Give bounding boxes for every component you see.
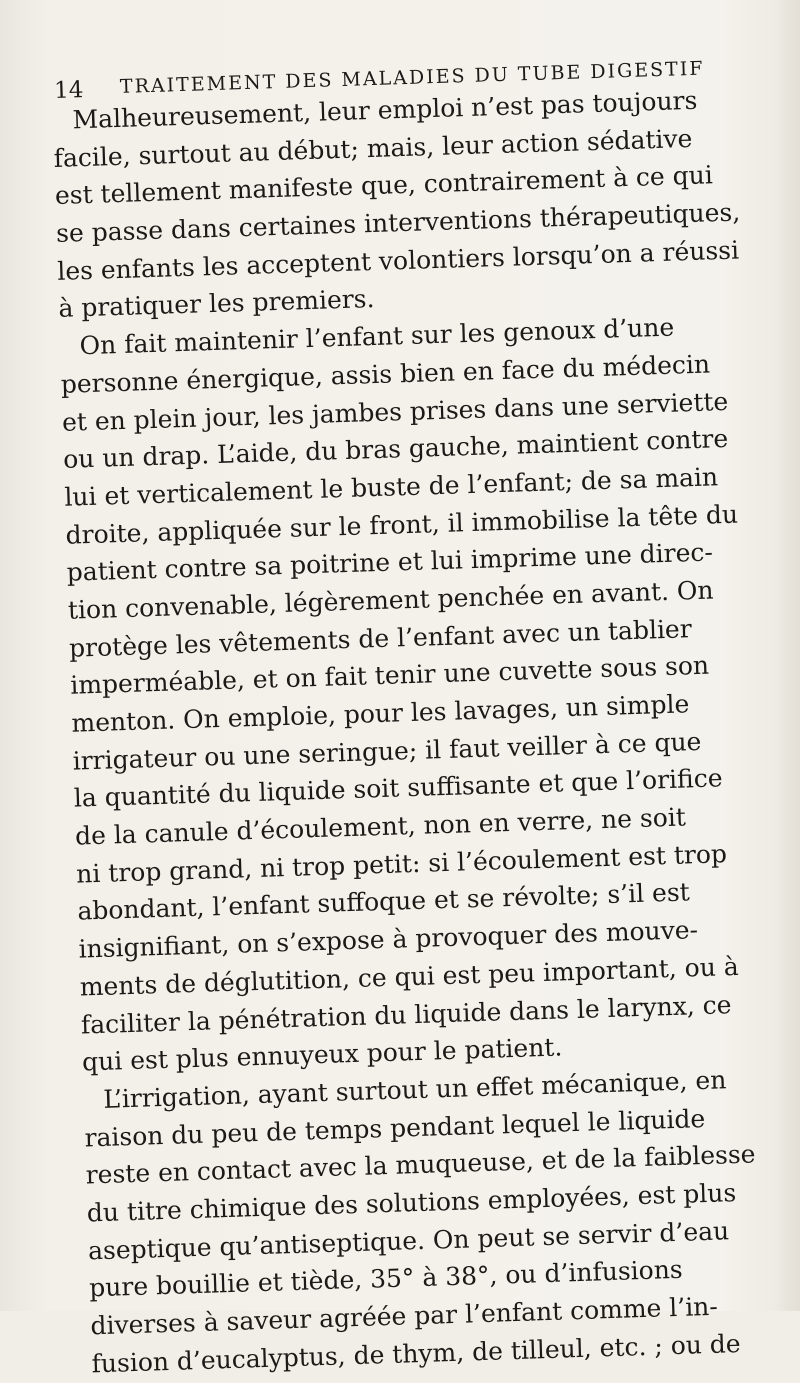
text-line: fusion d’eucalyptus, de thym, de tilleul, etc. ; ou de — [91, 1328, 742, 1379]
text-line: imperméable, et on fait tenir une cuvette sous son — [69, 650, 710, 701]
text-line: pure bouillie et tiède, 35° à 38°, ou d’infusions — [88, 1255, 684, 1303]
text-line: lui et verticalement le buste de l’enfant; de sa main — [63, 462, 719, 512]
text-line: aseptique qu’antiseptique. On peut se servir d’eau — [87, 1215, 730, 1266]
text-line: irrigateur ou une seringue; il faut veiller à ce que — [72, 726, 702, 776]
text-line: reste en contact avec la muqueuse, et de la faiblesse — [85, 1139, 756, 1190]
text-line: est tellement manifeste que, contrairement à ce qui — [54, 160, 714, 211]
text-line: raison du peu de temps pendant lequel le liquide — [84, 1103, 706, 1153]
page-edge-shadow — [776, 0, 800, 1311]
text-line: faciliter la pénétration du liquide dans le larynx, ce — [80, 989, 732, 1040]
text-line: les enfants les acceptent volontiers lorsqu’on a réussi — [56, 235, 740, 286]
text-line: qui est plus ennuyeux pour le patient. — [81, 1032, 563, 1077]
text-line: ni trop grand, ni trop petit: si l’écoulement est trop — [75, 838, 728, 889]
text-line: du titre chimique des solutions employées, est plus — [86, 1177, 737, 1228]
text-line: la quantité du liquide soit suffisante et que l’orifice — [73, 763, 723, 814]
text-line: droite, appliquée sur le front, il immobilise la tête du — [65, 499, 739, 550]
text-line: L’irrigation, ayant surtout un effet mécanique, en — [102, 1065, 727, 1114]
text-line: Malheureusement, leur emploi n’est pas toujours — [72, 85, 698, 135]
text-line: abondant, l’enfant suffoque et se révolte; s’il est — [76, 877, 691, 927]
text-line: protège les vêtements de l’enfant avec un tablier — [68, 613, 693, 663]
running-head: TRAITEMENT DES MALADIES DU TUBE DIGESTIF — [119, 57, 705, 98]
text-line: personne énergique, assis bien en face du médecin — [60, 349, 711, 399]
text-line: menton. On emploie, pour les lavages, un simple — [71, 689, 690, 738]
text-line: patient contre sa poitrine et lui imprime une direc- — [66, 537, 714, 588]
text-line: diverses à saveur agréée par l’enfant comme l’in- — [90, 1291, 719, 1341]
text-line: ments de déglutition, ce qui est peu important, ou à — [79, 951, 740, 1002]
text-line: insignifiant, on s’expose à provoquer des mouve- — [78, 915, 699, 964]
text-line: facile, surtout au début; mais, leur action sédative — [53, 123, 693, 173]
text-line: se passe dans certaines interventions thérapeutiques, — [55, 197, 741, 248]
text-line: tion convenable, légèrement penchée en avant. On — [67, 575, 714, 625]
text-line: ou un drap. L’aide, du bras gauche, maintient contre — [62, 424, 729, 475]
body-text — [52, 80, 792, 1383]
page-number: 14 — [53, 77, 84, 104]
text-line: et en plein jour, les jambes prises dans une serviette — [61, 386, 729, 437]
text-line: de la canule d’écoulement, non en verre, ne soit — [74, 802, 687, 851]
text-line: à pratiquer les premiers. — [58, 284, 375, 324]
text-line: On fait maintenir l’enfant sur les genoux d’une — [79, 312, 675, 361]
